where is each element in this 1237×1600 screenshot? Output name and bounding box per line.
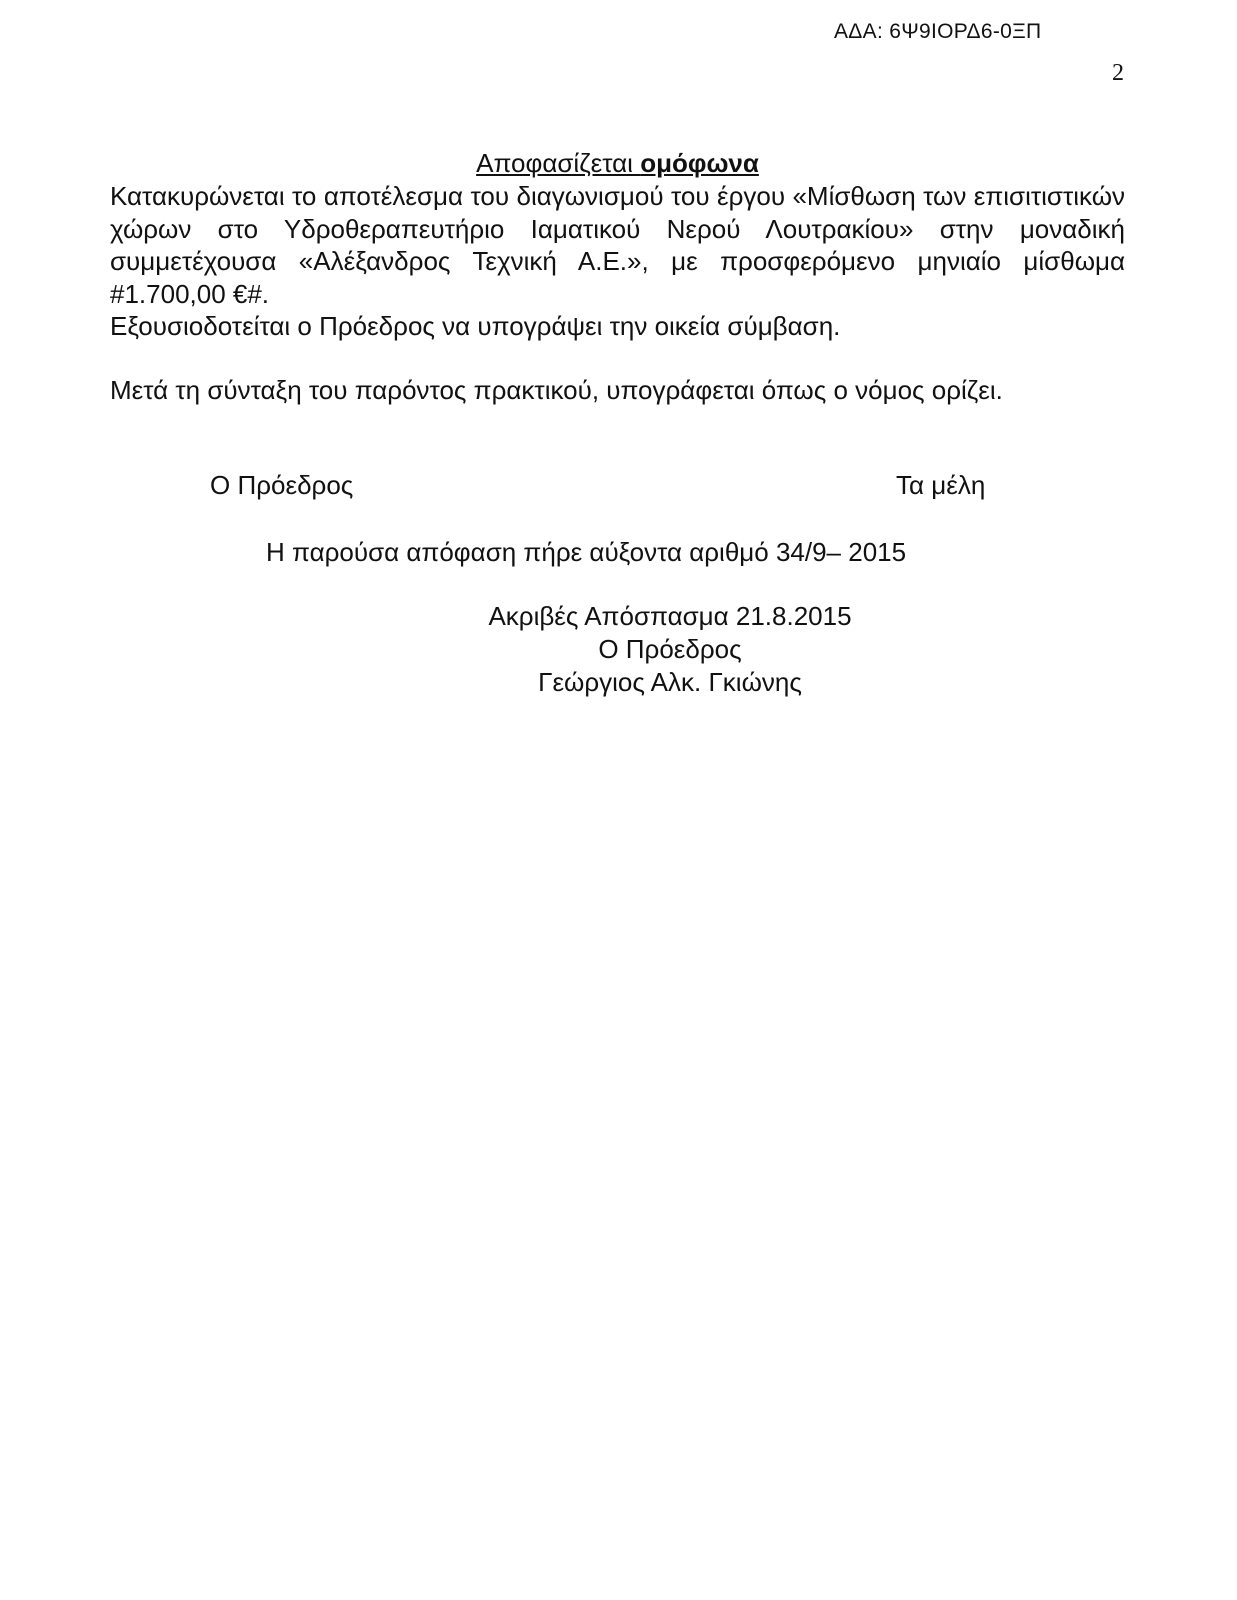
extract-president-title: Ο Πρόεδρος: [598, 634, 742, 664]
decision-heading: [110, 147, 1125, 179]
decision-heading-bold: ομόφωνα: [640, 148, 759, 178]
award-paragraph: Κατακυρώνεται το αποτέλεσμα του διαγωνισμού του έργου «Μίσθωση των επισιτιστικών χώρων στο Υδροθεραπευτήριο Ιαματικού Νερού Λουτρακίου» στην μοναδική συμμετέχουσα «Αλέξανδρος Τεχνική Α.Ε.», με προσφερόμενο μηνιαίο μίσθωμα #1.700,00 €#.: [110, 181, 1125, 309]
closing-line: Μετά τη σύνταξη του παρόντος πρακτικού, υπογράφεται όπως ο νόμος ορίζει.: [110, 375, 1003, 405]
page-number: 2: [1112, 60, 1124, 86]
extract-president-name: Γεώργιος Αλκ. Γκιώνης: [538, 667, 802, 697]
authorization-line: Εξουσιοδοτείται ο Πρόεδρος να υπογράψει την οικεία σύμβαση.: [110, 311, 841, 341]
signature-members-label: Τα μέλη: [896, 470, 986, 500]
certified-extract-block: [470, 600, 870, 699]
signature-president-label: Ο Πρόεδρος: [210, 470, 354, 500]
decision-heading-prefix: Αποφασίζεται: [476, 148, 641, 178]
decision-number-line: Η παρούσα απόφαση πήρε αύξοντα αριθμό 34/9– 2015: [266, 537, 907, 567]
extract-date-line: Ακριβές Απόσπασμα 21.8.2015: [488, 601, 852, 631]
ada-code: ΑΔΑ: 6Ψ9ΙΟΡΔ6-0ΞΠ: [834, 20, 1042, 43]
